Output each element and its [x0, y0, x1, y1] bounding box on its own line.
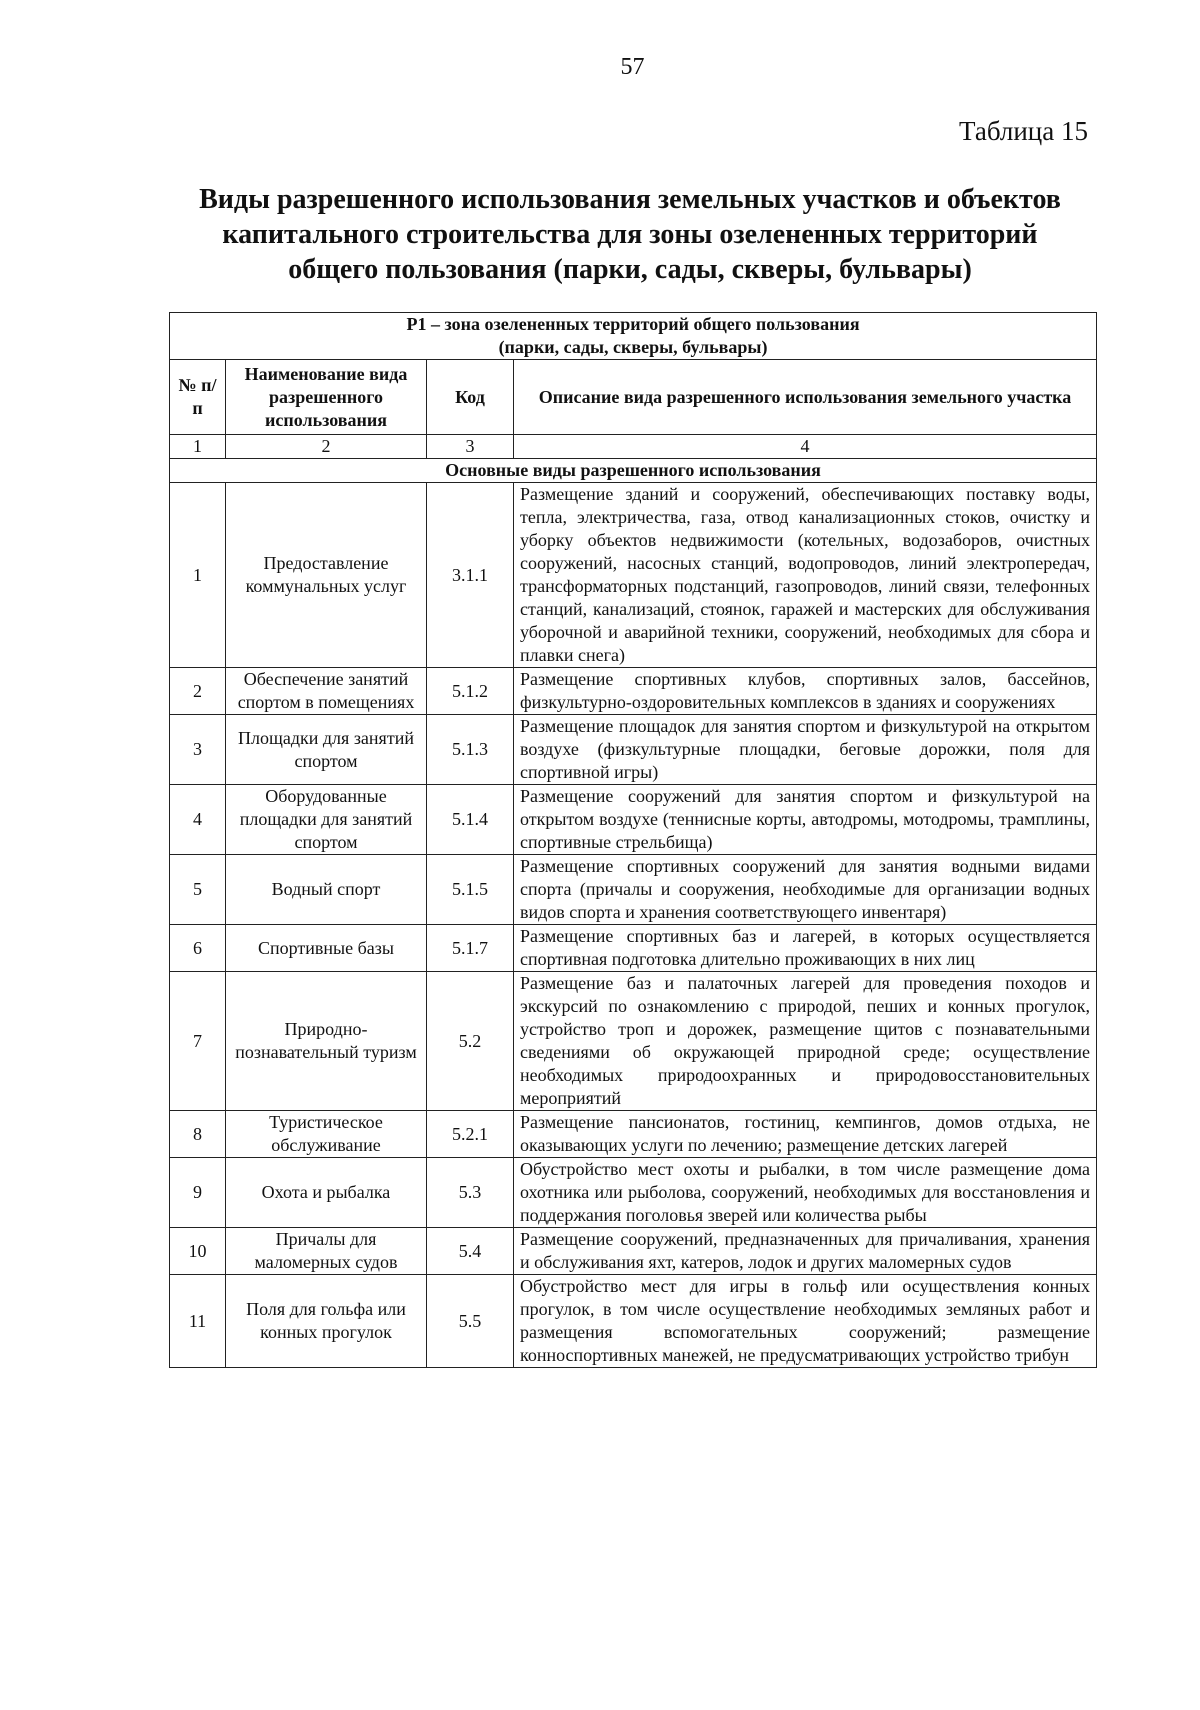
use-description: Обустройство мест охоты и рыбалки, в том числе размещение дома охотника или рыболова, сооружений, необходимых для восстановления и поддержания поголовья зверей или количества рыбы: [514, 1158, 1097, 1228]
use-name: Спортивные базы: [226, 925, 427, 972]
header-num: № п/п: [170, 360, 226, 435]
column-number: 4: [514, 435, 1097, 459]
table-body: [170, 483, 1097, 1368]
table-row: [170, 925, 1097, 972]
table-row: [170, 972, 1097, 1111]
use-name: Водный спорт: [226, 855, 427, 925]
row-number: 2: [170, 668, 226, 715]
table-row: [170, 1158, 1097, 1228]
table-row: [170, 785, 1097, 855]
use-name: Охота и рыбалка: [226, 1158, 427, 1228]
row-number: 3: [170, 715, 226, 785]
use-code: 5.1.5: [427, 855, 514, 925]
use-description: Размещение сооружений для занятия спортом и физкультурой на открытом воздухе (теннисные корты, автодромы, мотодромы, трамплины, спортивные стрельбища): [514, 785, 1097, 855]
use-description: Размещение площадок для занятия спортом и физкультурой на открытом воздухе (физкультурные площадки, беговые дорожки, поля для спортивной игры): [514, 715, 1097, 785]
use-code: 5.1.3: [427, 715, 514, 785]
use-name: Туристическое обслуживание: [226, 1111, 427, 1158]
title-line: общего пользования (парки, сады, скверы, бульвары): [288, 254, 972, 285]
use-description: Размещение сооружений, предназначенных для причаливания, хранения и обслуживания яхт, катеров, лодок и других маломерных судов: [514, 1228, 1097, 1275]
use-code: 5.4: [427, 1228, 514, 1275]
table-row: [170, 855, 1097, 925]
row-number: 5: [170, 855, 226, 925]
zone-header-line: Р1 – зона озелененных территорий общего пользования: [406, 314, 860, 334]
use-code: 5.1.7: [427, 925, 514, 972]
table-label: Таблица 15: [959, 116, 1088, 146]
use-name: Обеспечение занятий спортом в помещениях: [226, 668, 427, 715]
use-name: Поля для гольфа или конных прогулок: [226, 1275, 427, 1368]
title-line: Виды разрешенного использования земельных участков и объектов: [199, 184, 1061, 215]
section-title: Основные виды разрешенного использования: [170, 459, 1097, 483]
use-description: Размещение баз и палаточных лагерей для проведения походов и экскурсий по ознакомлению с природой, пеших и конных прогулок, устройство троп и дорожек, размещение щитов с познавательными сведениями об окружающей природной среде; осуществление необходимых природоохранных и природовосстановительных мероприятий: [514, 972, 1097, 1111]
row-number: 9: [170, 1158, 226, 1228]
title-line: капитального строительства для зоны озелененных территорий: [222, 219, 1038, 250]
row-number: 4: [170, 785, 226, 855]
zone-header: [170, 313, 1097, 360]
use-name: Природно-познавательный туризм: [226, 972, 427, 1111]
table-row: [170, 483, 1097, 668]
row-number: 8: [170, 1111, 226, 1158]
use-code: 3.1.1: [427, 483, 514, 668]
zone-header-line: (парки, сады, скверы, бульвары): [498, 337, 768, 357]
use-code: 5.5: [427, 1275, 514, 1368]
header-desc: Описание вида разрешенного использования земельного участка: [514, 360, 1097, 435]
use-description: Размещение пансионатов, гостиниц, кемпингов, домов отдыха, не оказывающих услуги по лечению; размещение детских лагерей: [514, 1111, 1097, 1158]
use-description: Размещение спортивных сооружений для занятия водными видами спорта (причалы и сооружения, необходимые для организации водных видов спорта и хранения соответствующего инвентаря): [514, 855, 1097, 925]
column-number: 1: [170, 435, 226, 459]
column-number: 2: [226, 435, 427, 459]
page-number: 57: [620, 54, 645, 80]
table-row: [170, 1228, 1097, 1275]
use-description: Размещение спортивных клубов, спортивных залов, бассейнов, физкультурно-оздоровительных комплексов в зданиях и сооружениях: [514, 668, 1097, 715]
use-description: Обустройство мест для игры в гольф или осуществления конных прогулок, в том числе осуществление необходимых земляных работ и размещения вспомогательных сооружений; размещение конноспортивных манежей, не предусматривающих устройство трибун: [514, 1275, 1097, 1368]
use-description: Размещение спортивных баз и лагерей, в которых осуществляется спортивная подготовка длительно проживающих в них лиц: [514, 925, 1097, 972]
table-row: [170, 1111, 1097, 1158]
document-title: [150, 182, 1110, 287]
use-name: Предоставление коммунальных услуг: [226, 483, 427, 668]
row-number: 6: [170, 925, 226, 972]
use-name: Площадки для занятий спортом: [226, 715, 427, 785]
table-row: [170, 715, 1097, 785]
row-number: 1: [170, 483, 226, 668]
header-name: Наименование вида разрешенного использования: [226, 360, 427, 435]
use-code: 5.1.2: [427, 668, 514, 715]
row-number: 10: [170, 1228, 226, 1275]
use-code: 5.3: [427, 1158, 514, 1228]
use-name: Оборудованные площадки для занятий спортом: [226, 785, 427, 855]
use-code: 5.2: [427, 972, 514, 1111]
use-name: Причалы для маломерных судов: [226, 1228, 427, 1275]
row-number: 11: [170, 1275, 226, 1368]
table-row: [170, 1275, 1097, 1368]
permitted-use-table: [169, 312, 1097, 1368]
use-description: Размещение зданий и сооружений, обеспечивающих поставку воды, тепла, электричества, газа, отвод канализационных стоков, очистку и уборку объектов недвижимости (котельных, водозаборов, очистных сооружений, насосных станций, водопроводов, линий электропередач, трансформаторных подстанций, газопроводов, линий связи, телефонных станций, канализаций, стоянок, гаражей и мастерских для обслуживания уборочной и аварийной техники, сооружений, необходимых для сбора и плавки снега): [514, 483, 1097, 668]
column-number: 3: [427, 435, 514, 459]
use-code: 5.1.4: [427, 785, 514, 855]
header-code: Код: [427, 360, 514, 435]
row-number: 7: [170, 972, 226, 1111]
table-row: [170, 668, 1097, 715]
use-code: 5.2.1: [427, 1111, 514, 1158]
